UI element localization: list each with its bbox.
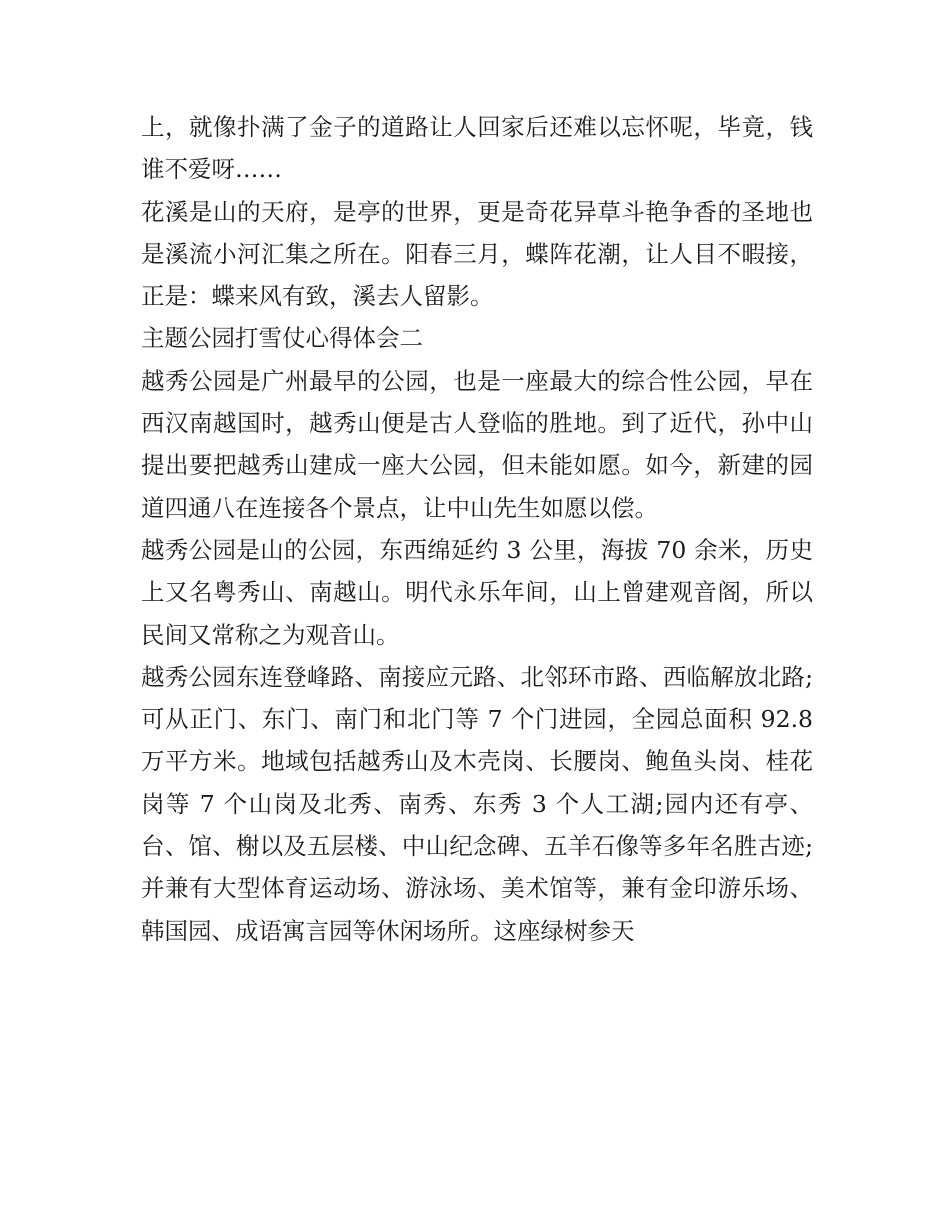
section-heading: 主题公园打雪仗心得体会二 <box>141 324 423 353</box>
document-body <box>141 106 813 952</box>
paragraph-yuexiu-history: 越秀公园是广州最早的公园，也是一座最大的综合性公园，早在西汉南越国时，越秀山便是古人登临的胜地。到了近代，孙中山提出要把越秀山建成一座大公园，但未能如愿。如今，新建的园道四通八在连接各个景点，让中山先生如愿以偿。 <box>141 366 813 522</box>
paragraph-yuexiu-mountain: 越秀公园是山的公园，东西绵延约 3 公里，海拔 70 余米，历史上又名粤秀山、南越山。明代永乐年间，山上曾建观音阁，所以民间又常称之为观音山。 <box>141 535 813 649</box>
paragraph-huaxi: 花溪是山的天府，是亭的世界，更是奇花异草斗艳争香的圣地也是溪流小河汇集之所在。阳春三月，蝶阵花潮，让人目不暇接，正是：蝶来风有致，溪去人留影。 <box>141 197 813 311</box>
paragraph-golden-road: 上，就像扑满了金子的道路让人回家后还难以忘怀呢，毕竟，钱谁不爱呀…… <box>141 113 813 184</box>
paragraph-yuexiu-layout: 越秀公园东连登峰路、南接应元路、北邻环市路、西临解放北路;可从正门、东门、南门和北门等 7 个门进园，全园总面积 92.8 万平方米。地域包括越秀山及木壳岗、长腰岗、鲍鱼头岗、桂花岗等 7 个山岗及北秀、南秀、东秀 3 个人工湖;园内还有亭、台、馆、榭以及五层楼、中山纪念碑、五羊石像等多年名胜古迹;并兼有大型体育运动场、游泳场、美术馆等，兼有金印游乐场、韩国园、成语寓言园等休闲场所。这座绿树参天 <box>141 662 813 945</box>
